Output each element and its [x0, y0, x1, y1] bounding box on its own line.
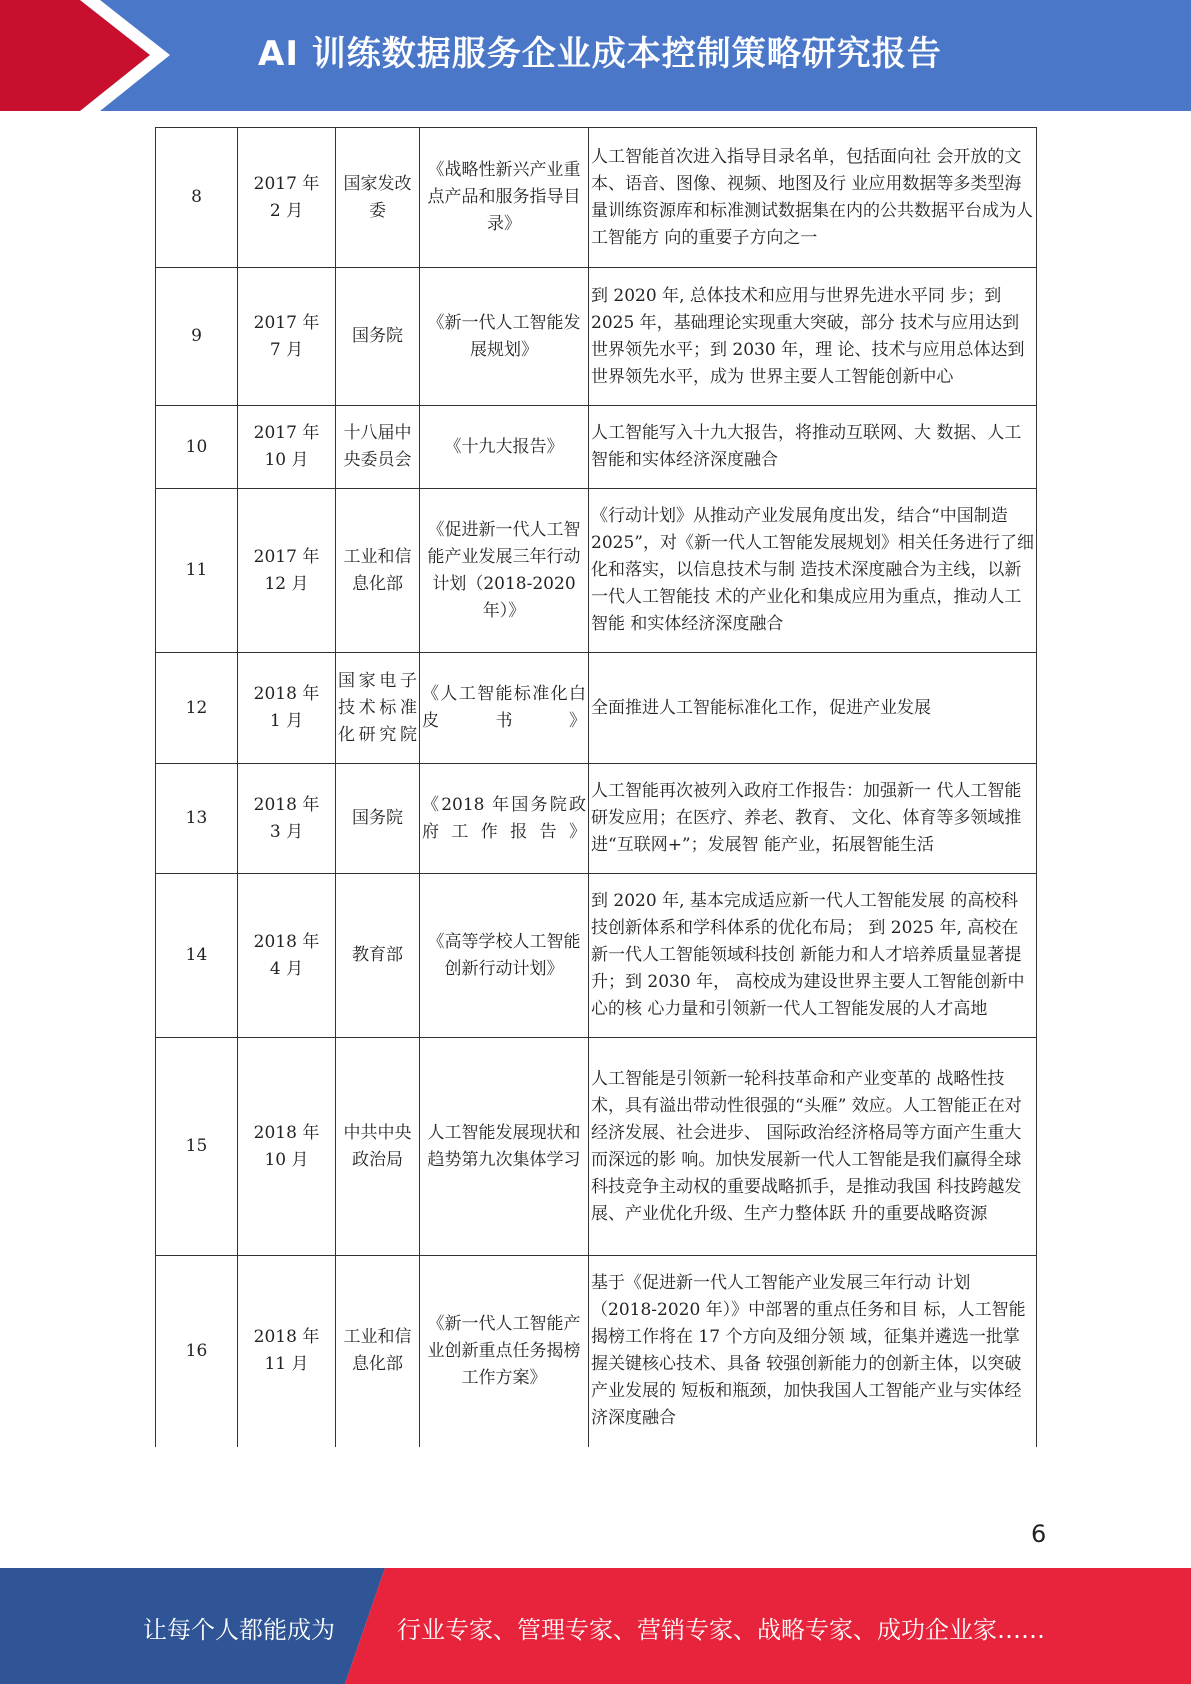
row-number: 9	[156, 268, 238, 406]
row-organization: 国家发改委	[336, 128, 420, 268]
row-date: 2018 年 11 月	[238, 1256, 336, 1447]
row-date: 2017 年 2 月	[238, 128, 336, 268]
table-row	[156, 1038, 1037, 1256]
row-organization: 工业和信息化部	[336, 1256, 420, 1447]
row-number: 16	[156, 1256, 238, 1447]
table-row	[156, 268, 1037, 406]
row-number: 10	[156, 406, 238, 489]
table-row	[156, 406, 1037, 489]
row-date: 2017 年 7 月	[238, 268, 336, 406]
row-description: 人工智能再次被列入政府工作报告：加强新一 代人工智能研发应用；在医疗、养老、教育、 文化、体育等多领域推进“互联网+”；发展智 能产业，拓展智能生活	[589, 764, 1037, 874]
table-row	[156, 128, 1037, 268]
row-description: 人工智能写入十九大报告，将推动互联网、大 数据、人工智能和实体经济深度融合	[589, 406, 1037, 489]
row-number: 14	[156, 874, 238, 1038]
row-description: 人工智能首次进入指导目录名单，包括面向社 会开放的文本、语音、图像、视频、地图及行 业应用数据等多类型海量训练资源库和标准测试数据集在内的公共数据平台成为人工智能方 向的重要子方向之一	[589, 128, 1037, 268]
row-description: 到 2020 年, 总体技术和应用与世界先进水平同 步；到 2025 年，基础理论实现重大突破，部分 技术与应用达到世界领先水平；到 2030 年，理 论、技术与应用总体达到世界领先水平，成为 世界主要人工智能创新中心	[589, 268, 1037, 406]
page-header	[0, 0, 1191, 111]
table-row	[156, 874, 1037, 1038]
row-description: 《行动计划》从推动产业发展角度出发，结合“中国制造 2025”，对《新一代人工智能发展规划》相关任务进行了细化和落实，以信息技术与制 造技术深度融合为主线，以新一代人工智能技 术的产业化和集成应用为重点，推动人工智能 和实体经济深度融合	[589, 489, 1037, 653]
row-date: 2018 年 10 月	[238, 1038, 336, 1256]
row-date: 2018 年 1 月	[238, 653, 336, 764]
row-document: 《促进新一代人工智能产业发展三年行动计划（2018-2020 年）》	[420, 489, 589, 653]
row-document: 《战略性新兴产业重点产品和服务指导目录》	[420, 128, 589, 268]
row-date: 2018 年 4 月	[238, 874, 336, 1038]
row-document: 《十九大报告》	[420, 406, 589, 489]
table-row	[156, 764, 1037, 874]
row-organization: 国务院	[336, 268, 420, 406]
row-date: 2017 年 12 月	[238, 489, 336, 653]
row-organization: 工业和信息化部	[336, 489, 420, 653]
row-document: 《新一代人工智能产业创新重点任务揭榜工作方案》	[420, 1256, 589, 1447]
row-organization: 十八届中央委员会	[336, 406, 420, 489]
row-description: 到 2020 年, 基本完成适应新一代人工智能发展 的高校科技创新体系和学科体系的优化布局； 到 2025 年, 高校在新一代人工智能领域科技创 新能力和人才培养质量显著提升；到 2030 年， 高校成为建设世界主要人工智能创新中心的核 心力量和引领新一代人工智能发展的人才高地	[589, 874, 1037, 1038]
page-footer	[0, 1568, 1191, 1684]
policy-table	[155, 127, 1037, 1447]
row-description: 基于《促进新一代人工智能产业发展三年行动 计划（2018-2020 年）》中部署的重点任务和目 标，人工智能揭榜工作将在 17 个方向及细分领 域，征集并遴选一批掌握关键核心技术、具备 较强创新能力的创新主体，以突破产业发展的 短板和瓶颈，加快我国人工智能产业与实体经 济深度融合	[589, 1256, 1037, 1447]
footer-slogan-right: 行业专家、管理专家、营销专家、战略专家、成功企业家……	[397, 1616, 1045, 1644]
footer-slogan-left: 让每个人都能成为	[143, 1616, 335, 1644]
row-description: 全面推进人工智能标准化工作，促进产业发展	[589, 653, 1037, 764]
row-date: 2018 年 3 月	[238, 764, 336, 874]
row-number: 12	[156, 653, 238, 764]
row-number: 11	[156, 489, 238, 653]
row-document: 人工智能发展现状和趋势第九次集体学习	[420, 1038, 589, 1256]
row-number: 13	[156, 764, 238, 874]
table-row	[156, 653, 1037, 764]
row-number: 15	[156, 1038, 238, 1256]
row-document: 《2018 年国务院政府工作报告》	[420, 764, 589, 874]
row-organization: 国家电子技术标准化研究院	[336, 653, 420, 764]
page-number: 6	[1031, 1520, 1047, 1548]
row-description: 人工智能是引领新一轮科技革命和产业变革的 战略性技术，具有溢出带动性很强的“头雁” 效应。人工智能正在对经济发展、社会进步、 国际政治经济格局等方面产生重大而深远的影 响。加快发展新一代人工智能是我们赢得全球 科技竞争主动权的重要战略抓手，是推动我国 科技跨越发展、产业优化升级、生产力整体跃 升的重要战略资源	[589, 1038, 1037, 1256]
row-document: 《高等学校人工智能创新行动计划》	[420, 874, 589, 1038]
row-organization: 国务院	[336, 764, 420, 874]
row-organization: 中共中央政治局	[336, 1038, 420, 1256]
table-row	[156, 489, 1037, 653]
report-title: AI 训练数据服务企业成本控制策略研究报告	[258, 34, 942, 74]
row-document: 《新一代人工智能发展规划》	[420, 268, 589, 406]
row-number: 8	[156, 128, 238, 268]
table-row	[156, 1256, 1037, 1447]
row-document: 《人工智能标准化白皮书》	[420, 653, 589, 764]
row-date: 2017 年 10 月	[238, 406, 336, 489]
row-organization: 教育部	[336, 874, 420, 1038]
